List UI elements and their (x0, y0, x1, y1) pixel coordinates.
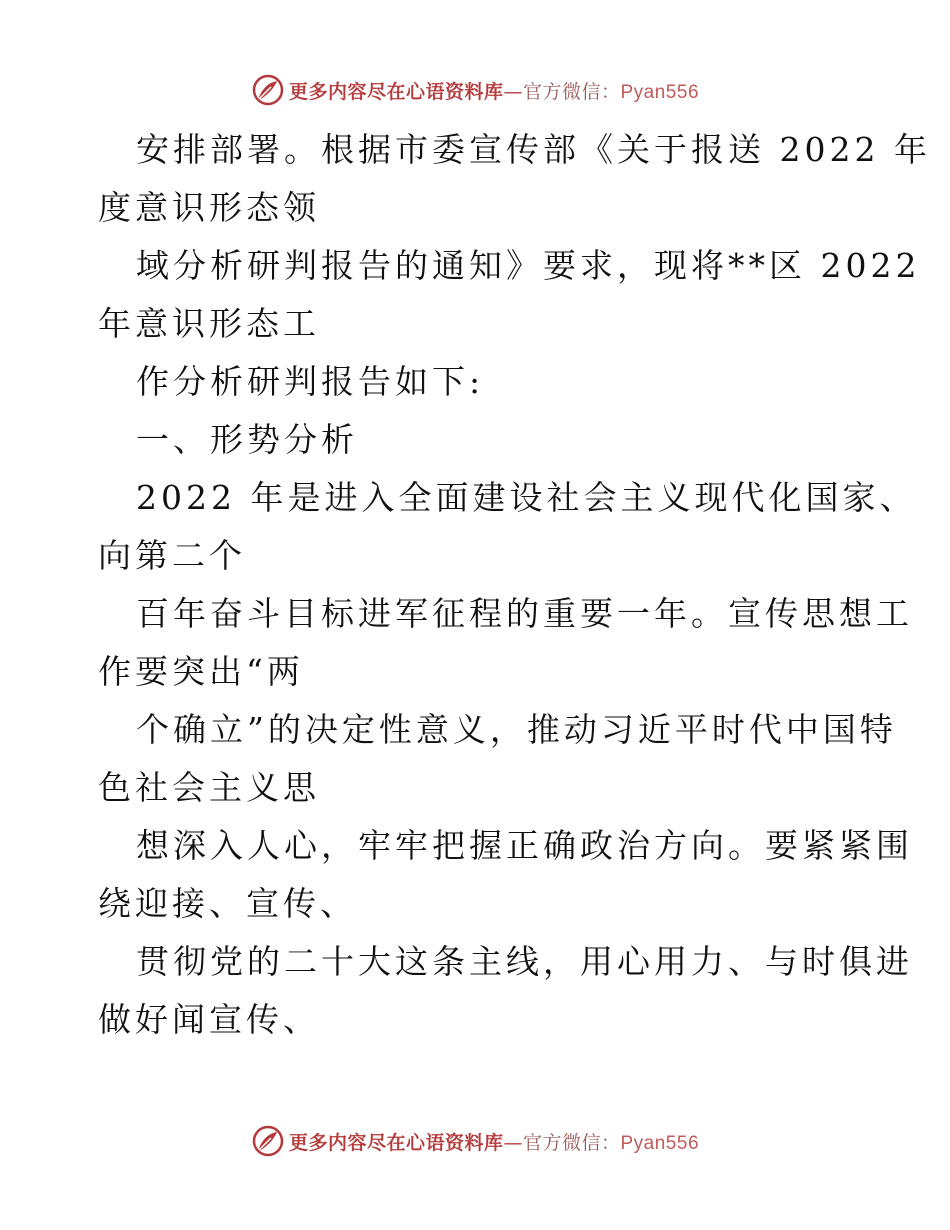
watermark-brand: 更多内容尽在心语资料库 (288, 80, 504, 103)
text-line: 贯彻党的二十大这条主线，用心用力、与时俱进 (136, 942, 913, 981)
section-heading: 一、形势分析 (136, 420, 358, 459)
watermark-account: Pyan556 (620, 1132, 700, 1154)
text-line: 百年奋斗目标进军征程的重要一年。宣传思想工 (136, 594, 913, 633)
text-line: 度意识形态领 (98, 188, 320, 227)
document-body (98, 121, 931, 1049)
fountain-pen-logo-icon (251, 1124, 285, 1158)
text-line: 想深入人心，牢牢把握正确政治方向。要紧紧围 (136, 826, 913, 865)
text-line: 作要突出“两 (98, 652, 304, 691)
text-line: 2022 年是进入全面建设社会主义现代化国家、 (136, 478, 917, 517)
watermark-separator: — (503, 80, 523, 103)
footer-watermark (0, 1121, 950, 1161)
watermark-text (289, 77, 699, 104)
text-line: 绕迎接、宣传、 (98, 884, 357, 923)
text-line: 作分析研判报告如下: (136, 362, 485, 401)
watermark-subtitle: 官方微信： (522, 80, 621, 103)
text-line: 向第二个 (98, 536, 246, 575)
watermark-separator: — (503, 1131, 523, 1154)
watermark-brand: 更多内容尽在心语资料库 (288, 1131, 504, 1154)
text-line: 个确立”的决定性意义，推动习近平时代中国特 (136, 710, 897, 749)
fountain-pen-logo-icon (251, 73, 285, 107)
watermark-text (289, 1128, 699, 1155)
text-line: 做好闻宣传、 (98, 1000, 320, 1039)
text-line: 年意识形态工 (98, 304, 320, 343)
text-line: 安排部署。根据市委宣传部《关于报送 2022 年 (136, 130, 931, 169)
text-line: 色社会主义思 (98, 768, 320, 807)
text-line: 域分析研判报告的通知》要求，现将**区 2022 (136, 246, 921, 285)
watermark-subtitle: 官方微信： (522, 1131, 621, 1154)
watermark-account: Pyan556 (620, 81, 700, 103)
header-watermark (0, 70, 950, 110)
